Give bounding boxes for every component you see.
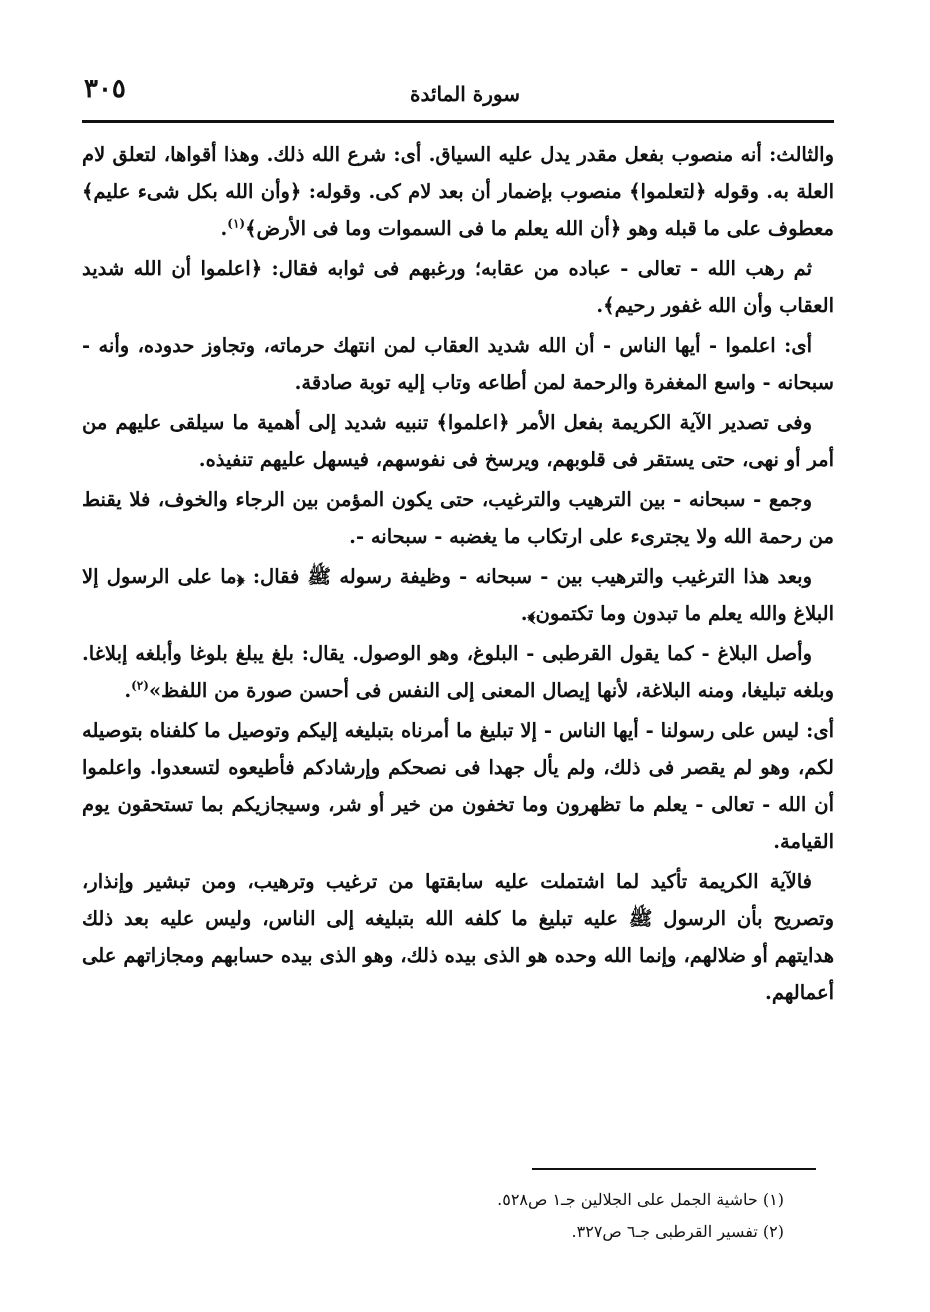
footnote-2 — [300, 1216, 784, 1248]
footnote-mark: (١) — [762, 1190, 784, 1209]
paragraph-7 — [82, 635, 834, 709]
paragraph-end: . — [220, 217, 228, 240]
body-text — [82, 136, 834, 1014]
header-divider — [82, 120, 834, 123]
paragraph-text: وبعد هذا الترغيب والترهيب بين - سبحانه - وظيفة رسوله ﷺ فقال: ﴿ما على الرسول إلا البلاغ والله يعلم ما تبدون وما تكتمون﴾. — [82, 565, 834, 625]
paragraph-5 — [82, 481, 834, 555]
paragraph-text: وجمع - سبحانه - بين الترهيب والترغيب، حتى يكون المؤمن بين الرجاء والخوف، فلا يقنط من رحمة الله ولا يجترىء على ارتكاب ما يغضبه - سبحانه -. — [82, 488, 834, 548]
paragraph-text: والثالث: أنه منصوب بفعل مقدر يدل عليه السياق. أى: شرع الله ذلك. وهذا أقواها، لتعلق لام العلة به. وقوله ﴿لتعلموا﴾ منصوب بإضمار أن بعد لام كى. وقوله: ﴿وأن الله بكل شىء عليم﴾ معطوف على ما قبله وهو ﴿أن الله يعلم ما فى السموات وما فى الأرض﴾ — [82, 143, 834, 240]
paragraph-text: أى: اعلموا - أيها الناس - أن الله شديد العقاب لمن انتهك حرماته، وتجاوز حدوده، وأنه - سبحانه - واسع المغفرة والرحمة لمن أطاعه وتاب إليه توبة صادقة. — [82, 334, 834, 394]
footnotes — [300, 1184, 784, 1248]
paragraph-text: وفى تصدير الآية الكريمة بفعل الأمر ﴿اعلموا﴾ تنبيه شديد إلى أهمية ما سيلقى عليهم من أمر أو نهى، حتى يستقر فى قلوبهم، ويرسخ فى نفوسهم، فيسهل عليهم تنفيذه. — [82, 411, 834, 471]
page-number: ٣٠٥ — [84, 74, 126, 104]
paragraph-text: أى: ليس على رسولنا - أيها الناس - إلا تبليغ ما أمرناه بتبليغه إليكم وتوصيل ما كلفناه بتوصيله لكم، وهو لم يقصر فى ذلك، ولم يأل جهدا فى نصحكم وإرشادكم فأطيعوه لتسعدوا. واعلموا أن الله - تعالى - يعلم ما تظهرون وما تخفون من خير أو شر، وسيجازيكم بما تستحقون يوم القيامة. — [82, 719, 834, 853]
paragraph-end: . — [124, 679, 132, 702]
footnote-ref-2: (٢) — [131, 678, 149, 693]
paragraph-text: وأصل البلاغ - كما يقول القرطبى - البلوغ، وهو الوصول. يقال: بلغ يبلغ بلوغا وأبلغه إبلاغا. وبلغه تبليغا، ومنه البلاغة، لأنها إيصال المعنى إلى النفس فى أحسن صورة من اللفظ» — [82, 642, 834, 702]
surah-title: سورة المائدة — [409, 82, 521, 106]
footnote-divider — [532, 1168, 816, 1170]
paragraph-2 — [82, 250, 834, 324]
paragraph-3 — [82, 327, 834, 401]
paragraph-4 — [82, 404, 834, 478]
paragraph-1 — [82, 136, 834, 247]
footnote-text: حاشية الجمل على الجلالين جـ١ ص٥٢٨. — [497, 1190, 758, 1209]
footnote-ref-1: (١) — [227, 216, 246, 231]
footnote-mark: (٢) — [762, 1222, 784, 1241]
paragraph-6 — [82, 558, 834, 632]
footnote-1 — [300, 1184, 784, 1216]
footnote-text: تفسير القرطبى جـ٦ ص٣٢٧. — [571, 1222, 758, 1241]
paragraph-text: ثم رهب الله - تعالى - عباده من عقابه؛ ورغبهم فى ثوابه فقال: ﴿اعلموا أن الله شديد العقاب وأن الله غفور رحيم﴾. — [82, 257, 834, 317]
paragraph-text: فالآية الكريمة تأكيد لما اشتملت عليه سابقتها من ترغيب وترهيب، ومن تبشير وإنذار، وتصريح بأن الرسول ﷺ عليه تبليغ ما كلفه الله بتبليغه إلى الناس، وليس عليه بعد ذلك هدايتهم أو ضلالهم، وإنما الله وحده هو الذى بيده ذلك، وهو الذى بيده حسابهم ومجازاتهم على أعمالهم. — [82, 870, 834, 1004]
paragraph-8 — [82, 712, 834, 860]
paragraph-9 — [82, 863, 834, 1011]
